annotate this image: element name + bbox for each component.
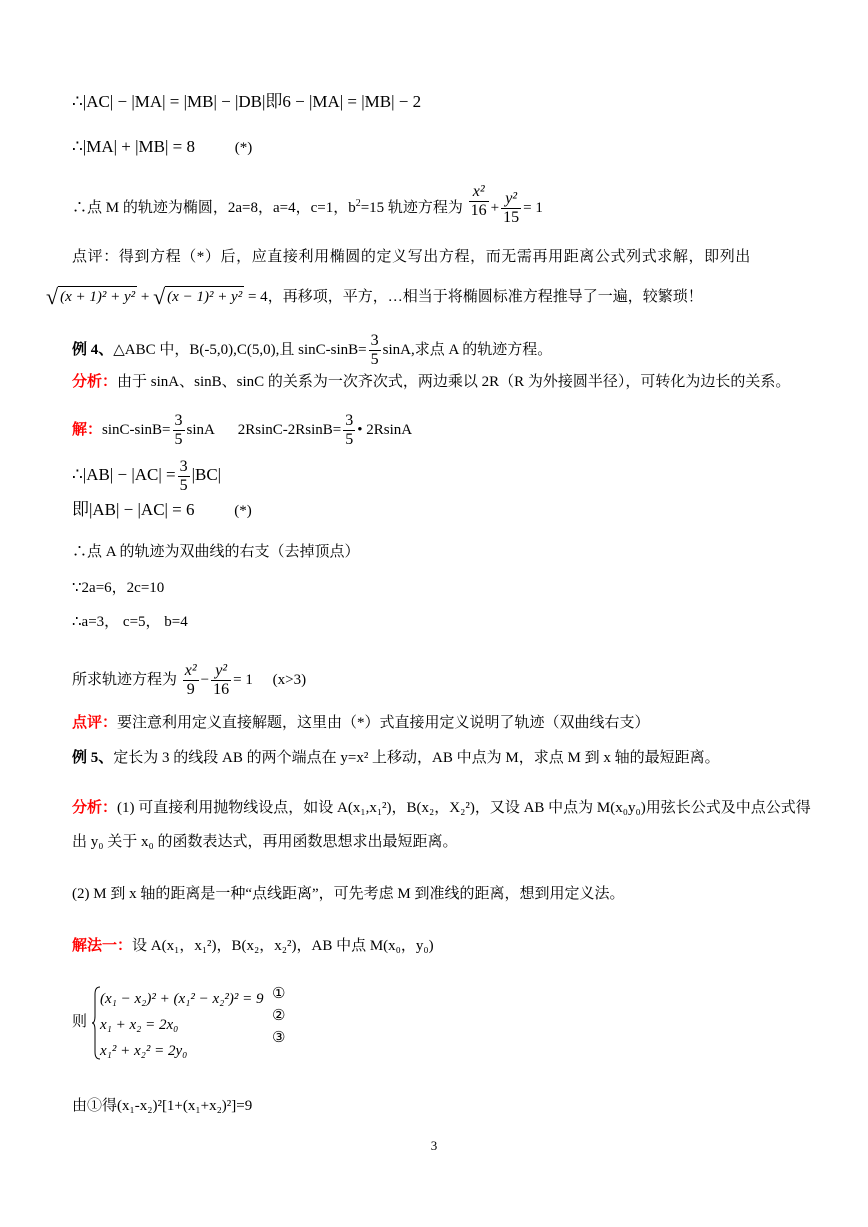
example-4 [72, 332, 552, 369]
circled-1: ① [272, 986, 286, 1002]
sqrt-term-1: (x + 1)² + y² [58, 286, 137, 307]
analysis-paragraph [72, 372, 790, 392]
fraction-3-5: $\frac{3}{5}$ [370, 332, 379, 368]
system-eq-2: x₁ + x₂ = 2x₀ [100, 1017, 179, 1033]
sqrt-term-2: (x − 1)² + y² [165, 286, 244, 307]
star-mark: (*) [234, 140, 253, 156]
system-eq-3: x₁² + x₂² = 2y₀ [100, 1043, 188, 1059]
example-5 [72, 748, 720, 768]
hyperbola-branch-line: ∴点 A 的轨迹为双曲线的右支（去掉顶点） [72, 544, 360, 560]
page-number: 3 [430, 1138, 438, 1153]
ellipse-text-a: ∴点 M 的轨迹为椭圆，2a=8，a=4，c=1，b [72, 199, 356, 216]
analysis-2-line-1: 分析：(1) 可直接利用抛物线设点，如设 A(x₁,x₁²)，B(x₂，X₂²)，又设 AB 中点为 M(x₀y₀)用弦长公式及中点公式得 [72, 800, 811, 816]
circled-3: ③ [272, 1030, 286, 1046]
analysis-text: 由于 sinA、sinB、sinC 的关系为一次齐次式，两边乘以 2R（R 为外接圆半径），可转化为边长的关系。 [117, 374, 791, 390]
solution-line-2: ∴|AB| − |AC| = $\frac{3}{5}$ |BC| [72, 458, 222, 494]
sqrt-equals: = 4 [247, 289, 268, 305]
hyperbola-equation-line: 所求轨迹方程为 $\frac{\text{x²}}{9}$ − $\frac{\text{y²}}{16}$ = 1 (x>3) [72, 662, 307, 698]
ellipse-text-b: =15 轨迹方程为 [360, 199, 463, 216]
example-4-text-a: △ABC 中，B(-5,0),C(5,0),且 sinC-sinB= [113, 341, 367, 358]
analysis-3-line: (2) M 到 x 轴的距离是一种“点线距离”，可先考虑 M 到准线的距离，想到用定义法。 [72, 886, 625, 902]
equation-line-2 [72, 137, 252, 158]
example-4-text-b: sinA,求点 A 的轨迹方程。 [382, 341, 553, 358]
example-4-label: 例 4、 [72, 341, 114, 358]
method-1-line: 解法一：设 A(x₁，x₁²)，B(x₂，x₂²)，AB 中点 M(x₀，y₀) [72, 938, 434, 954]
equals-one: = 1 [523, 199, 543, 216]
analysis-2-line-2: 出 y₀ 关于 x₀ 的函数表达式，再用函数思想求出最短距离。 [72, 834, 458, 850]
solution-line-3: 即|AB| − |AC| = 6 (*) [72, 500, 252, 519]
review-text: 要注意利用定义直接解题，这里由（*）式直接用定义说明了轨迹（双曲线右支） [117, 715, 650, 731]
example-5-label: 例 5、 [72, 750, 114, 766]
solution-label: 解： [72, 421, 103, 438]
analysis-label: 分析： [72, 374, 118, 390]
equation-sum: ∴|MA| + |MB| = 8 [72, 137, 195, 156]
comment-paragraph-1: 点评：得到方程（*）后，应直接利用椭圆的定义写出方程，而无需再用距离公式列式求解，即列出 [72, 249, 751, 265]
comment-text-2: ，再移项，平方，…相当于将椭圆标准方程推导了一遍，较繁琐！ [267, 289, 703, 305]
fraction-y2-15: $\frac{\text{y²}}{15}$ [503, 190, 520, 226]
system-eq-1: (x₁ − x₂)² + (x₁² − x₂²)² = 9 [100, 991, 264, 1007]
ellipse-conclusion: ∴点 M 的轨迹为椭圆，2a=8，a=4，c=1，$b^2=15$ 轨迹方程为 $\frac{\text{x²}}{16}$ + $\frac{\text{y²}}{15}$ = 1 [72, 183, 543, 226]
review-paragraph [72, 713, 650, 733]
comment-paragraph-2: √ (x + 1)² + y² + √ (x − 1)² + y² = 4，再移项，平方，…相当于将椭圆标准方程推导了一遍，较繁琐！ [46, 284, 703, 309]
method-1-label: 解法一： [72, 938, 133, 954]
circled-2: ② [272, 1008, 286, 1024]
system-prefix: 则 [72, 1014, 88, 1030]
review-label: 点评： [72, 715, 118, 731]
solution-line-1: 解：sinC-sinB= $\frac{3}{5}$ sinA 2RsinC-2RsinB= $\frac{3}{5}$ • 2RsinA [72, 412, 413, 448]
final-line: 由①得(x₁-x₂)²[1+(x₁+x₂)²]=9 [72, 1098, 253, 1114]
example-5-text: 定长为 3 的线段 AB 的两个端点在 y=x² 上移动，AB 中点为 M，求点 M 到 x 轴的最短距离。 [113, 750, 720, 766]
abc-values-line: ∴a=3， c=5， b=4 [72, 614, 188, 630]
analysis-2-label: 分析： [72, 800, 118, 816]
fraction-x2-16: $\frac{\text{x²}}{16}$ [470, 183, 487, 219]
given-2a-2c-line: ∵2a=6，2c=10 [72, 580, 165, 596]
equation-line-1: ∴|AC| − |MA| = |MB| − |DB|即6 − |MA| = |MB| − 2 [72, 92, 422, 111]
